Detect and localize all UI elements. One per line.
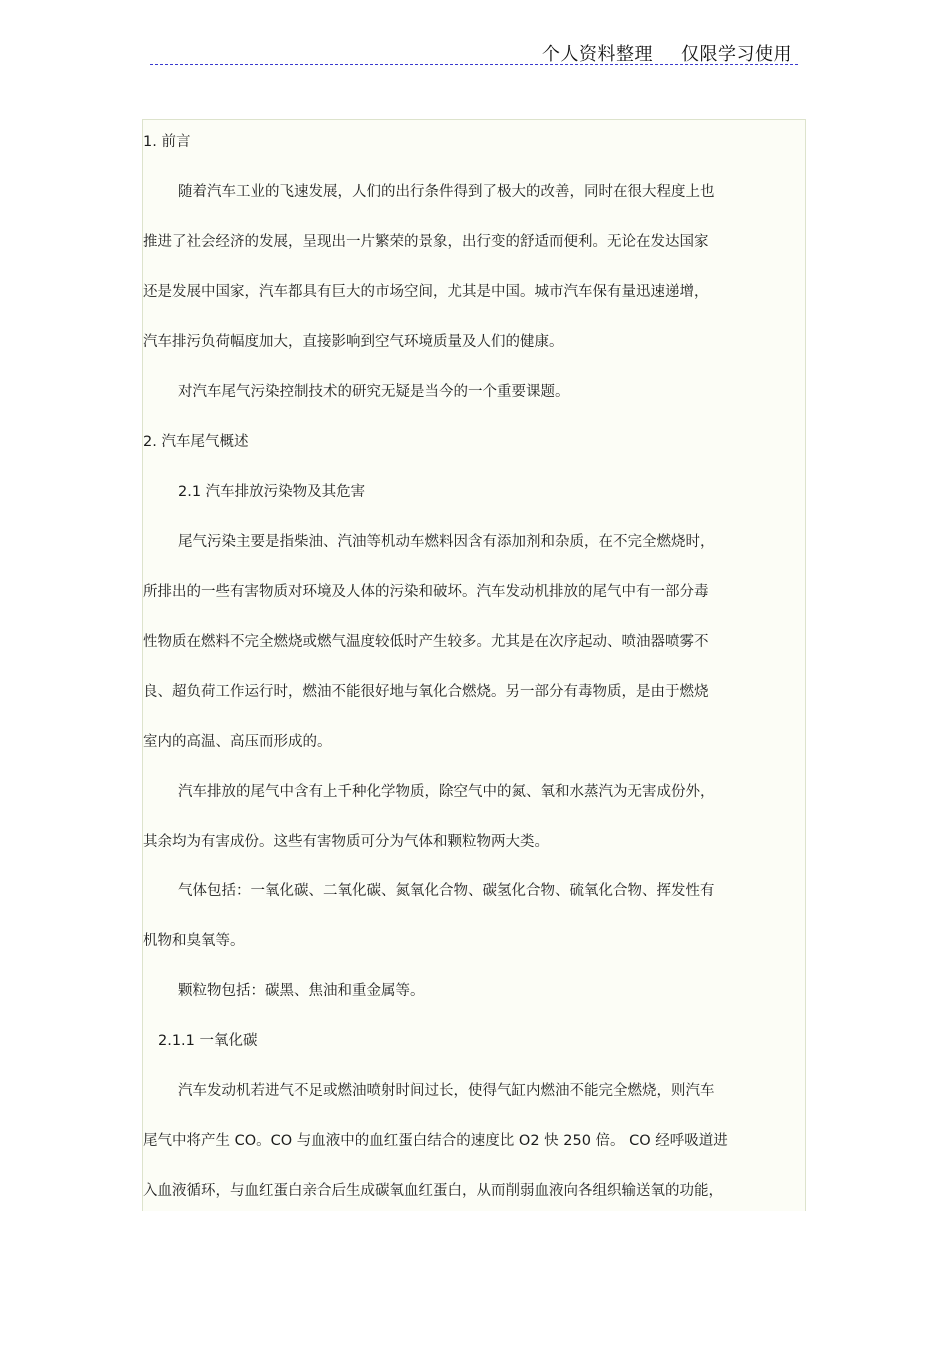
paragraph-line: 尾气中将产生 CO。CO 与血液中的血红蛋白结合的速度比 O2 快 250 倍。 CO 经呼吸道进: [143, 1133, 728, 1149]
paragraph-line: 汽车发动机若进气不足或燃油喷射时间过长，使得气缸内燃油不能完全燃烧，则汽车: [178, 1083, 715, 1099]
paragraph-line: 推进了社会经济的发展，呈现出一片繁荣的景象，出行变的舒适而便利。无论在发达国家: [143, 234, 709, 250]
subsection-heading-2-1-1: 2.1.1 一氧化碳: [158, 1033, 258, 1049]
paragraph-line: 汽车排污负荷幅度加大，直接影响到空气环境质量及人们的健康。: [143, 334, 564, 350]
subsection-heading-2-1: 2.1 汽车排放污染物及其危害: [178, 484, 366, 500]
header-divider: [150, 64, 798, 65]
paragraph-line: 机物和臭氧等。: [143, 933, 245, 949]
paragraph-line: 随着汽车工业的飞速发展，人们的出行条件得到了极大的改善，同时在很大程度上也: [178, 184, 715, 200]
section-heading-1: 1. 前言: [143, 134, 191, 150]
paragraph-line: 入血液循环，与血红蛋白亲合后生成碳氧血红蛋白，从而削弱血液向各组织输送氧的功能，: [143, 1183, 723, 1199]
paragraph-line: 所排出的一些有害物质对环境及人体的污染和破坏。汽车发动机排放的尾气中有一部分毒: [143, 584, 709, 600]
paragraph-line: 其余均为有害成份。这些有害物质可分为气体和颗粒物两大类。: [143, 834, 549, 850]
header-left-text: 个人资料整理: [542, 44, 653, 65]
paragraph-line: 还是发展中国家，汽车都具有巨大的市场空间，尤其是中国。城市汽车保有量迅速递增，: [143, 284, 709, 300]
paragraph-line: 良、超负荷工作运行时，燃油不能很好地与氧化合燃烧。另一部分有毒物质，是由于燃烧: [143, 684, 709, 700]
page-header: [542, 40, 792, 66]
paragraph-line: 颗粒物包括：碳黑、焦油和重金属等。: [178, 983, 425, 999]
header-right-text: 仅限学习使用: [681, 44, 792, 65]
paragraph-line: 对汽车尾气污染控制技术的研究无疑是当今的一个重要课题。: [178, 384, 570, 400]
paragraph-line: 室内的高温、高压而形成的。: [143, 734, 332, 750]
section-heading-2: 2. 汽车尾气概述: [143, 434, 249, 450]
paragraph-line: 尾气污染主要是指柴油、汽油等机动车燃料因含有添加剂和杂质，在不完全燃烧时，: [178, 534, 715, 550]
paragraph-line: 气体包括：一氧化碳、二氧化碳、氮氧化合物、碳氢化合物、硫氧化合物、挥发性有: [178, 883, 715, 899]
paragraph-line: 性物质在燃料不完全燃烧或燃气温度较低时产生较多。尤其是在次序起动、喷油器喷雾不: [143, 634, 709, 650]
paragraph-line: 汽车排放的尾气中含有上千种化学物质，除空气中的氮、氧和水蒸汽为无害成份外，: [178, 784, 715, 800]
